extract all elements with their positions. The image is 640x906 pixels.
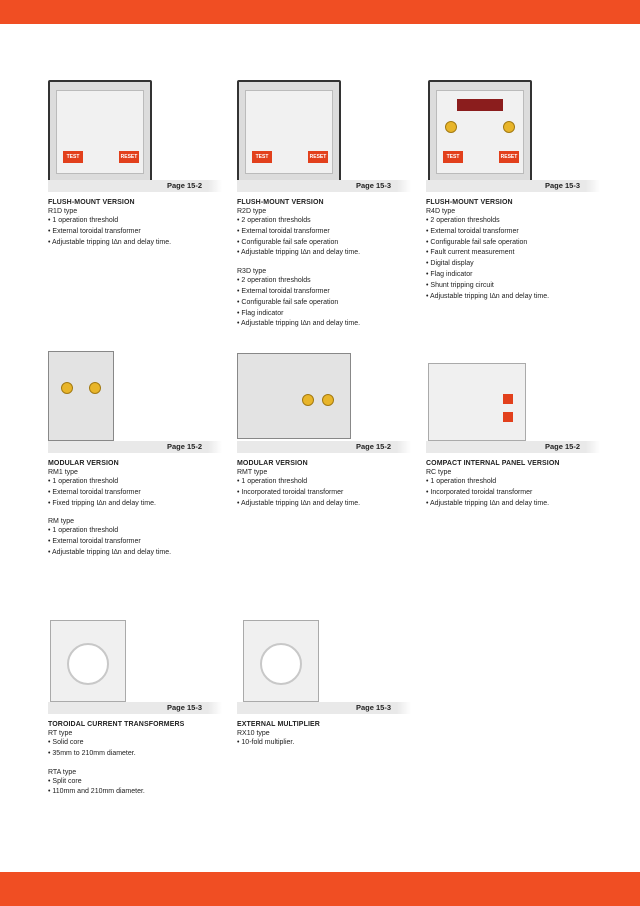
type-label: RTA type xyxy=(48,768,77,776)
feature-list xyxy=(48,216,223,248)
page-reference: Page 15-3 xyxy=(237,180,397,192)
list-item: • External toroidal transformer xyxy=(237,287,412,298)
card-compact-rc xyxy=(426,339,601,509)
device-image-rt xyxy=(50,620,126,702)
card-title: TOROIDAL CURRENT TRANSFORMERS xyxy=(48,721,185,728)
card-toroidal-ct xyxy=(48,600,223,798)
page-reference: Page 15-3 xyxy=(426,180,586,192)
list-item: • Flag indicator xyxy=(237,309,412,320)
knob-icon xyxy=(302,394,314,406)
device-image-rm1 xyxy=(48,351,114,441)
list-item: • External toroidal transformer xyxy=(237,227,412,238)
reset-button: RESET xyxy=(119,151,139,163)
test-button: TEST xyxy=(63,151,83,163)
list-item: • 2 operation thresholds xyxy=(237,276,412,287)
feature-list xyxy=(426,477,601,509)
type-label: RM type xyxy=(48,518,75,526)
list-item: • 1 operation threshold xyxy=(48,526,223,537)
card-title: EXTERNAL MULTIPLIER xyxy=(237,721,320,728)
core-hole xyxy=(260,643,302,685)
list-item: • 1 operation threshold xyxy=(426,477,601,488)
list-item: • Configurable fail safe operation xyxy=(237,298,412,309)
list-item: • Fixed tripping I∆n and delay time. xyxy=(48,499,223,510)
knob-icon xyxy=(503,121,515,133)
card-flush-r2d xyxy=(237,78,412,330)
type-label: R2D type xyxy=(237,208,267,215)
type-label: RC type xyxy=(426,469,452,476)
card-title: COMPACT INTERNAL PANEL VERSION xyxy=(426,460,560,467)
list-item: • External toroidal transformer xyxy=(48,537,223,548)
feature-list xyxy=(426,216,601,302)
list-item: • 1 operation threshold xyxy=(48,477,223,488)
page-reference: Page 15-2 xyxy=(48,180,208,192)
feature-list xyxy=(237,738,412,749)
list-item: • External toroidal transformer xyxy=(426,227,601,238)
knob-icon xyxy=(89,382,101,394)
list-item: • Incorporated toroidal transformer xyxy=(237,488,412,499)
device-image-r2d xyxy=(237,80,341,184)
list-item: • 35mm to 210mm diameter. xyxy=(48,749,223,760)
feature-list xyxy=(237,216,412,259)
device-image-rmt xyxy=(237,353,351,439)
type-label: RMT type xyxy=(237,469,268,476)
knob-icon xyxy=(61,382,73,394)
feature-list xyxy=(48,777,223,799)
list-item: • Adjustable tripping I∆n and delay time. xyxy=(426,292,601,303)
test-button: TEST xyxy=(252,151,272,163)
list-item: • Configurable fail safe operation xyxy=(426,238,601,249)
list-item: • 10-fold multiplier. xyxy=(237,738,412,749)
list-item: • External toroidal transformer xyxy=(48,488,223,499)
card-title: FLUSH-MOUNT VERSION xyxy=(237,199,324,206)
card-title: FLUSH-MOUNT VERSION xyxy=(426,199,513,206)
list-item: • Shunt tripping circuit xyxy=(426,281,601,292)
list-item: • Adjustable tripping I∆n and delay time. xyxy=(48,238,223,249)
list-item: • Digital display xyxy=(426,259,601,270)
type-label: R3D type xyxy=(237,268,267,276)
list-item: • 1 operation threshold xyxy=(48,216,223,227)
type-label: RX10 type xyxy=(237,730,270,737)
card-modular-rm1 xyxy=(48,339,223,559)
feature-list xyxy=(48,477,223,509)
list-item: • Adjustable tripping I∆n and delay time. xyxy=(237,319,412,330)
indicator-button xyxy=(503,394,513,404)
device-image-rx10 xyxy=(243,620,319,702)
card-title: MODULAR VERSION xyxy=(237,460,308,467)
page-reference: Page 15-3 xyxy=(237,702,397,714)
page-reference: Page 15-2 xyxy=(48,441,208,453)
knob-icon xyxy=(445,121,457,133)
core-hole xyxy=(67,643,109,685)
knob-icon xyxy=(322,394,334,406)
card-external-multiplier xyxy=(237,600,412,749)
digital-display xyxy=(457,99,503,111)
list-item: • Fault current measurement xyxy=(426,248,601,259)
card-title: MODULAR VERSION xyxy=(48,460,119,467)
list-item: • 2 operation thresholds xyxy=(237,216,412,227)
list-item: • Adjustable tripping I∆n and delay time. xyxy=(48,548,223,559)
list-item: • External toroidal transformer xyxy=(48,227,223,238)
list-item: • Adjustable tripping I∆n and delay time. xyxy=(237,248,412,259)
card-flush-r4d xyxy=(426,78,601,302)
list-item: • 2 operation thresholds xyxy=(426,216,601,227)
list-item: • Adjustable tripping I∆n and delay time. xyxy=(426,499,601,510)
device-image-r4d xyxy=(428,80,532,184)
device-image-rc xyxy=(428,363,526,441)
reset-button: RESET xyxy=(499,151,519,163)
list-item: • Solid core xyxy=(48,738,223,749)
list-item: • Incorporated toroidal transformer xyxy=(426,488,601,499)
list-item: • Split core xyxy=(48,777,223,788)
card-title: FLUSH-MOUNT VERSION xyxy=(48,199,135,206)
bottom-accent-bar xyxy=(0,872,640,906)
card-modular-rmt xyxy=(237,339,412,509)
page-reference: Page 15-2 xyxy=(426,441,586,453)
feature-list xyxy=(48,738,223,760)
list-item: • 1 operation threshold xyxy=(237,477,412,488)
list-item: • Flag indicator xyxy=(426,270,601,281)
card-flush-r1d xyxy=(48,78,223,248)
indicator-button xyxy=(503,412,513,422)
top-accent-bar xyxy=(0,0,640,24)
list-item: • 110mm and 210mm diameter. xyxy=(48,787,223,798)
page-reference: Page 15-2 xyxy=(237,441,397,453)
type-label: R1D type xyxy=(48,208,78,215)
type-label: RM1 type xyxy=(48,469,78,476)
feature-list xyxy=(48,526,223,558)
feature-list xyxy=(237,477,412,509)
type-label: RT type xyxy=(48,730,73,737)
feature-list xyxy=(237,276,412,330)
device-image-r1d xyxy=(48,80,152,184)
list-item: • Configurable fail safe operation xyxy=(237,238,412,249)
page-reference: Page 15-3 xyxy=(48,702,208,714)
list-item: • Adjustable tripping I∆n and delay time. xyxy=(237,499,412,510)
type-label: R4D type xyxy=(426,208,456,215)
test-button: TEST xyxy=(443,151,463,163)
reset-button: RESET xyxy=(308,151,328,163)
